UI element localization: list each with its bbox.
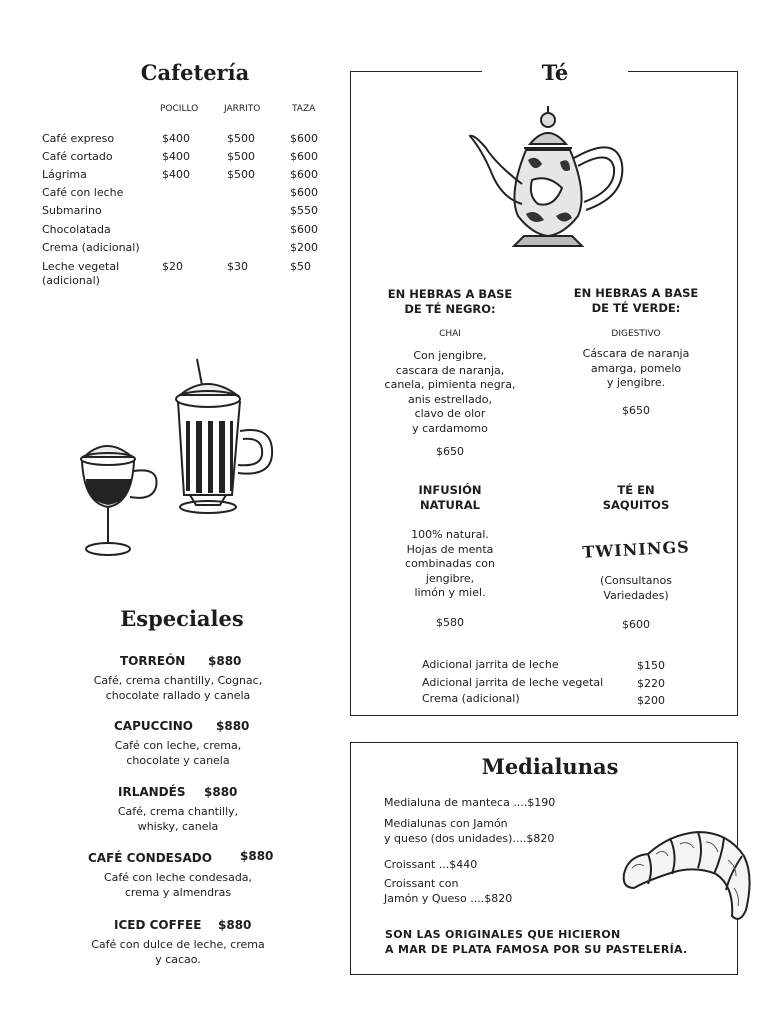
price-jarrito: $500 — [227, 132, 255, 145]
table-row — [42, 186, 342, 204]
medialuna-line: Croissant con — [384, 877, 459, 890]
teapot-illustration — [466, 104, 630, 254]
medialuna-item: Croissant ...$440 — [384, 858, 478, 871]
table-row — [42, 223, 342, 241]
item-name: Leche vegetal — [42, 260, 120, 273]
price-pocillo: $400 — [162, 150, 190, 163]
te-negro-sub: CHAI — [439, 329, 461, 339]
price-pocillo: $20 — [162, 260, 183, 273]
especial-name: IRLANDÉS — [118, 785, 186, 799]
twinings-logo: TWININGS — [581, 537, 691, 562]
price-taza: $200 — [290, 241, 318, 254]
especial-price: $880 — [204, 785, 238, 799]
te-title: Té — [541, 60, 569, 85]
te-verde-price: $650 — [622, 404, 650, 417]
croissant-illustration — [618, 826, 754, 930]
te-infusion-heading-line2: NATURAL — [420, 498, 480, 512]
col-header-taza: TAZA — [292, 104, 316, 114]
item-name: Café con leche — [42, 186, 124, 199]
price-taza: $600 — [290, 168, 318, 181]
te-verde-heading — [558, 286, 714, 316]
desc-line: (Consultanos — [600, 574, 672, 587]
adicional-row: Adicional jarrita de leche — [422, 658, 559, 671]
table-row — [42, 168, 342, 186]
especial-desc: crema y almendras — [124, 886, 232, 899]
te-verde-desc — [558, 347, 714, 391]
desc-line: clavo de olor — [414, 407, 486, 421]
especial-desc: whisky, canela — [137, 820, 219, 833]
footer-line2: A MAR DE PLATA FAMOSA POR SU PASTELERÍA. — [385, 943, 688, 956]
medialuna-line: Medialunas con Jamón — [384, 817, 508, 830]
especial-price: $880 — [218, 918, 252, 932]
price-taza: $600 — [290, 223, 318, 236]
medialuna-item — [384, 876, 512, 906]
te-saquitos-desc — [558, 573, 714, 603]
especial-desc: chocolate rallado y canela — [105, 689, 251, 702]
price-taza: $50 — [290, 260, 311, 273]
item-name: Café cortado — [42, 150, 113, 163]
price-jarrito: $30 — [227, 260, 248, 273]
table-row — [42, 204, 342, 222]
especiales-title: Especiales — [120, 606, 244, 631]
col-header-pocillo: POCILLO — [160, 104, 199, 114]
desc-line: Cáscara de naranja — [582, 347, 690, 360]
te-saquitos-heading — [558, 483, 714, 513]
price-jarrito: $500 — [227, 168, 255, 181]
te-verde-sub: DIGESTIVO — [611, 329, 661, 339]
desc-line: y cardamomo — [412, 421, 488, 435]
footer-line1: SON LAS ORIGINALES QUE HICIERON — [385, 928, 621, 941]
price-taza: $600 — [290, 132, 318, 145]
price-taza: $600 — [290, 150, 318, 163]
especial-desc: y cacao. — [155, 953, 201, 966]
te-infusion-desc — [372, 528, 528, 601]
te-negro-price: $650 — [436, 445, 464, 458]
desc-line: Con jengibre, — [413, 349, 487, 362]
especial-desc: chocolate y canela — [126, 754, 230, 767]
table-row — [42, 241, 342, 259]
medialuna-line: Jamón y Queso ....$820 — [384, 892, 513, 905]
item-name-line2: (adicional) — [42, 274, 100, 287]
medialuna-item — [384, 816, 554, 846]
medialuna-item: Medialuna de manteca ....$190 — [384, 796, 556, 809]
te-negro-heading-line2: DE TÉ NEGRO: — [404, 302, 496, 316]
especial-price: $880 — [208, 654, 242, 668]
price-taza: $600 — [290, 186, 318, 199]
especial-desc: Café con dulce de leche, crema — [91, 938, 265, 951]
te-negro-desc — [372, 349, 528, 437]
especial-desc: Café con leche condesada, — [103, 871, 253, 884]
cafeteria-table — [42, 104, 342, 304]
desc-line: 100% natural. — [411, 528, 489, 541]
te-saquitos-price: $600 — [622, 618, 650, 631]
medialunas-footer — [385, 927, 688, 957]
item-name: Chocolatada — [42, 223, 111, 236]
adicional-row: Crema (adicional) — [422, 692, 520, 705]
table-row — [42, 132, 342, 150]
table-row — [42, 260, 342, 292]
adicional-row: Adicional jarrita de leche vegetal — [422, 676, 604, 689]
cafeteria-title: Cafetería — [140, 60, 250, 85]
desc-line: y jengibre. — [606, 376, 666, 390]
item-name: Café expreso — [42, 132, 115, 145]
price-pocillo: $400 — [162, 132, 190, 145]
especial-desc: Café con leche, crema, — [114, 739, 242, 752]
desc-line: limón y miel. — [414, 586, 486, 600]
desc-line: Variedades) — [603, 589, 669, 602]
especial-desc: Café, crema chantilly, Cognac, — [93, 674, 263, 687]
especial-name: CAPUCCINO — [114, 719, 193, 733]
desc-line: canela, pimienta negra, — [384, 378, 516, 392]
item-name: Submarino — [42, 204, 102, 217]
adicional-price: $150 — [637, 659, 665, 672]
item-name: Crema (adicional) — [42, 241, 140, 254]
te-saquitos-heading-line2: SAQUITOS — [602, 498, 670, 512]
desc-line: cascara de naranja, — [395, 363, 505, 377]
col-header-jarrito: JARRITO — [224, 104, 261, 114]
especial-price: $880 — [240, 849, 274, 863]
te-verde-heading-line1: EN HEBRAS A BASE — [573, 286, 699, 300]
coffee-glasses-illustration — [72, 355, 282, 565]
adicional-price: $220 — [637, 677, 665, 690]
adicional-price: $200 — [637, 694, 665, 707]
desc-line: jengibre, — [425, 571, 475, 585]
price-taza: $550 — [290, 204, 318, 217]
especial-price: $880 — [216, 719, 250, 733]
especial-name: ICED COFFEE — [114, 918, 202, 932]
especial-name: TORREÓN — [120, 654, 186, 668]
desc-line: Hojas de menta — [406, 542, 494, 556]
desc-line: anis estrellado, — [408, 392, 492, 406]
te-infusion-heading — [372, 483, 528, 513]
te-negro-heading-line1: EN HEBRAS A BASE — [387, 287, 513, 301]
item-name: Lágrima — [42, 168, 87, 181]
te-infusion-price: $580 — [436, 616, 464, 629]
desc-line: amarga, pomelo — [590, 361, 682, 375]
medialuna-line: y queso (dos unidades)....$820 — [384, 832, 555, 845]
medialunas-title: Medialunas — [481, 754, 619, 779]
te-saquitos-heading-line1: TÉ EN — [617, 483, 655, 497]
te-verde-heading-line2: DE TÉ VERDE: — [591, 301, 681, 315]
te-infusion-heading-line1: INFUSIÓN — [418, 483, 482, 497]
especial-desc: Café, crema chantilly, — [117, 805, 239, 818]
table-row — [42, 150, 342, 168]
desc-line: combinadas con — [405, 557, 495, 571]
price-pocillo: $400 — [162, 168, 190, 181]
price-jarrito: $500 — [227, 150, 255, 163]
te-negro-heading — [372, 287, 528, 317]
especial-name: CAFÉ CONDESADO — [88, 851, 212, 865]
